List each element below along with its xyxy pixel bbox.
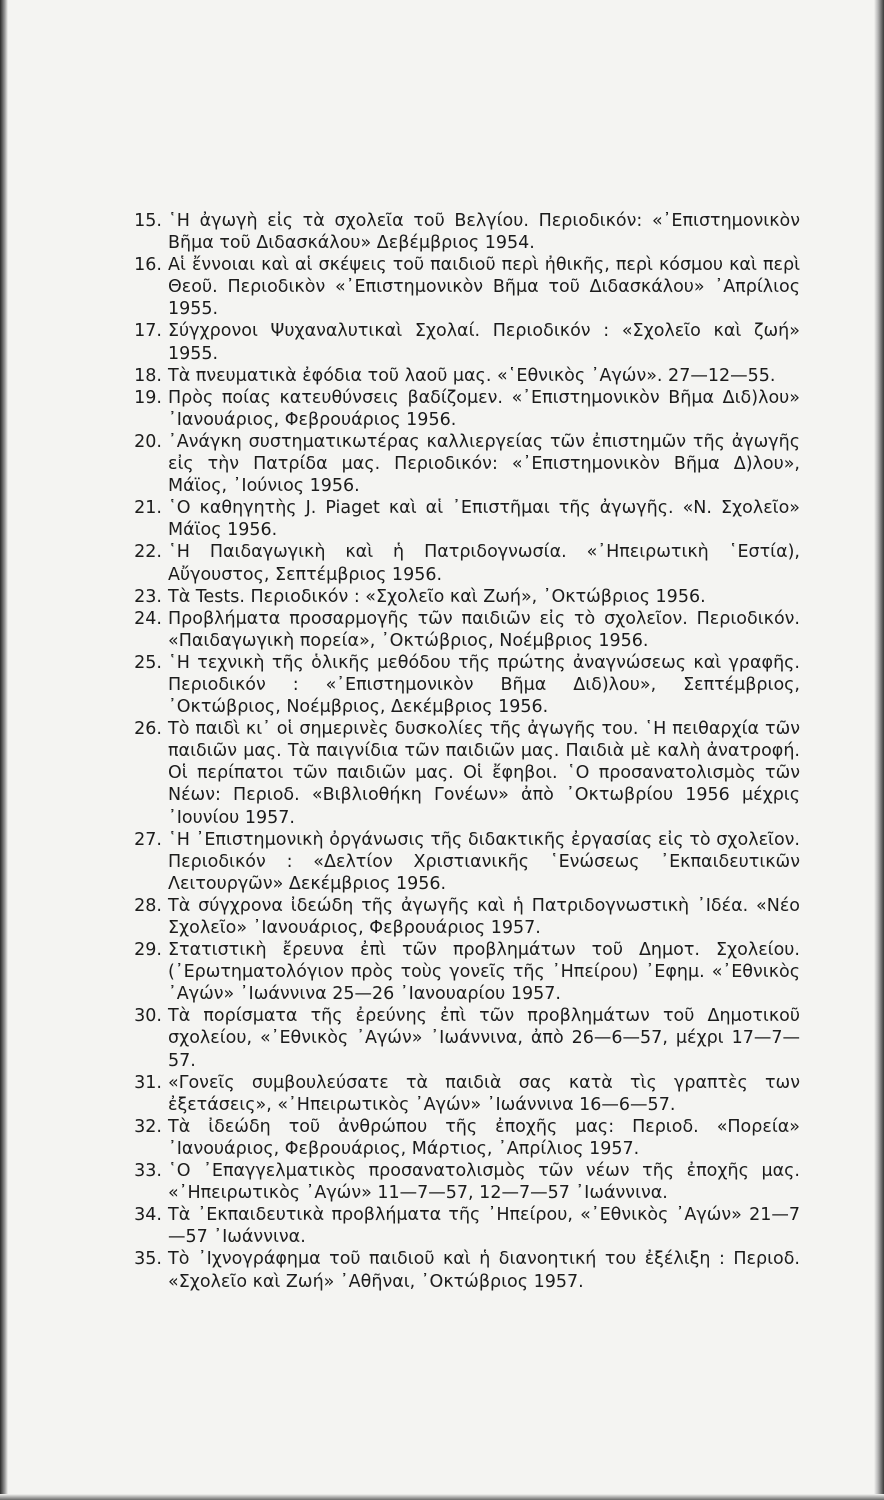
entry-text: ῾Ο ᾿Επαγγελματικὸς προσανατολισμὸς τῶν νέων τῆς ἐποχῆς μας. «᾿Ηπειρωτικὸς ᾿Αγών» 11—7—57, 12—7—57 ᾿Ιωάννινα. (168, 1161, 800, 1204)
scan-edge-bottom (0, 1494, 884, 1500)
bibliography-entry (128, 718, 800, 828)
entry-number: 18. (134, 365, 162, 386)
bibliography-entry (128, 1116, 800, 1160)
bibliography-entry (128, 1072, 800, 1116)
entry-number: 20. (134, 431, 162, 452)
entry-number: 28. (134, 895, 162, 916)
bibliography-entry (128, 365, 800, 387)
entry-number: 23. (134, 586, 162, 607)
entry-number: 32. (134, 1116, 162, 1137)
bibliography-entry (128, 1160, 800, 1204)
entry-text: ῾Η ᾿Επιστημονικὴ ὀργάνωσις τῆς διδακτικῆς ἐργασίας εἰς τὸ σχολεῖον. Περιοδικόν : «Δελτίον Χριστιανικῆς ῾Ενώσεως ᾿Εκπαιδευτικῶν Λειτουργῶν» Δεκέμβριος 1956. (168, 829, 800, 894)
bibliography-list (128, 210, 800, 1293)
entry-number: 27. (134, 829, 162, 850)
entry-text: Σύγχρονοι Ψυχαναλυτικαὶ Σχολαί. Περιοδικόν : «Σχολεῖο καὶ ζωή» 1955. (168, 321, 800, 364)
scan-edge-right (874, 0, 884, 1500)
entry-text: Στατιστικὴ ἔρευνα ἐπὶ τῶν προβλημάτων τοῦ Δημοτ. Σχολείου. (᾿Ερωτηματολόγιον πρὸς τοὺς γονεῖς τῆς ᾿Ηπείρου) ᾿Εφημ. «᾿Εθνικὸς ᾿Αγών» ᾿Ιωάννινα 25—26 ᾿Ιανουαρίου 1957. (168, 940, 800, 1005)
bibliography-entry (128, 254, 800, 320)
entry-number: 19. (134, 387, 162, 408)
entry-text: Τὰ πνευματικὰ ἐφόδια τοῦ λαοῦ μας. «῾Εθνικὸς ᾿Αγών». 27—12—55. (168, 365, 776, 386)
entry-text: Πρὸς ποίας κατευθύνσεις βαδίζομεν. «᾿Επιστημονικὸν Βῆμα Διδ)λου» ᾿Ιανουάριος, Φεβρουάριος 1956. (168, 387, 800, 430)
entry-text: ῾Η τεχνικὴ τῆς ὁλικῆς μεθόδου τῆς πρώτης ἀναγνώσεως καὶ γραφῆς. Περιοδικόν : «᾿Επιστημονικὸν Βῆμα Διδ)λου», Σεπτέμβριος, ᾿Οκτώβριος, Νοέμβριος, Δεκέμβριος 1956. (168, 652, 800, 718)
entry-number: 30. (134, 1006, 162, 1027)
bibliography-entry (128, 586, 800, 608)
bibliography-entry (128, 608, 800, 652)
entry-number: 22. (134, 542, 162, 563)
entry-text: ῾Η ἀγωγὴ εἰς τὰ σχολεῖα τοῦ Βελγίου. Περιοδικόν: «᾿Επιστημονικὸν Βῆμα τοῦ Διδασκάλου» Δεβέμβριος 1954. (168, 211, 800, 254)
entry-number: 24. (134, 608, 162, 629)
entry-number: 25. (134, 652, 162, 673)
bibliography-entry (128, 1204, 800, 1248)
entry-number: 31. (134, 1072, 162, 1093)
entry-text: Προβλήματα προσαρμογῆς τῶν παιδιῶν εἰς τὸ σχολεῖον. Περιοδικόν. «Παιδαγωγικὴ πορεία», ᾿Οκτώβριος, Νοέμβριος 1956. (168, 608, 800, 651)
entry-text: Τὰ Tests. Περιοδικόν : «Σχολεῖο καὶ Ζωή», ᾿Οκτώβριος 1956. (168, 586, 706, 607)
bibliography-entry (128, 320, 800, 364)
bibliography-entry (128, 1248, 800, 1292)
bibliography-entry (128, 829, 800, 895)
bibliography-entry (128, 895, 800, 939)
entry-text: Αἱ ἔννοιαι καὶ αἱ σκέψεις τοῦ παιδιοῦ περὶ ἠθικῆς, περὶ κόσμου καὶ περὶ Θεοῦ. Περιοδικὸν «᾿Επιστημονικὸν Βῆμα τοῦ Διδασκάλου» ᾿Απρίλιος 1955. (168, 255, 800, 320)
entry-number: 35. (134, 1249, 162, 1270)
bibliography-entry (128, 652, 800, 718)
entry-text: Τὰ ἰδεώδη τοῦ ἀνθρώπου τῆς ἐποχῆς μας: Περιοδ. «Πορεία» ᾿Ιανουάριος, Φεβρουάριος, Μάρτιος, ᾿Απρίλιος 1957. (168, 1116, 800, 1159)
entry-text: ᾿Ανάγκη συστηματικωτέρας καλλιεργείας τῶν ἐπιστημῶν τῆς ἀγωγῆς εἰς τὴν Πατρίδα μας. Περιοδικόν: «᾿Επιστημονικὸν Βῆμα Δ)λου», Μάϊος, ᾿Ιούνιος 1956. (168, 431, 800, 497)
entry-number: 16. (134, 255, 162, 276)
entry-number: 17. (134, 321, 162, 342)
entry-text: «Γονεῖς συμβουλεύσατε τὰ παιδιὰ σας κατὰ τὶς γραπτὲς των ἐξετάσεις», «᾿Ηπειρωτικὸς ᾿Αγών» ᾿Ιωάννινα 16—6—57. (168, 1072, 800, 1115)
bibliography-entry (128, 431, 800, 497)
entry-text: ῾Ο καθηγητὴς J. Piaget καὶ αἱ ᾿Επιστῆμαι τῆς ἀγωγῆς. «Ν. Σχολεῖο» Μάϊος 1956. (168, 498, 800, 541)
entry-number: 15. (134, 211, 162, 231)
entry-text: Τὰ σύγχρονα ἰδεώδη τῆς ἀγωγῆς καὶ ἡ Πατριδογνωστικὴ ᾿Ιδέα. «Νέο Σχολεῖο» ᾿Ιανουάριος, Φεβρουάριος 1957. (168, 895, 800, 938)
entry-text: ῾Η Παιδαγωγικὴ καὶ ἡ Πατριδογνωσία. «᾿Ηπειρωτικὴ ῾Εστία), Αὔγουστος, Σεπτέμβριος 1956. (168, 542, 800, 585)
entry-number: 29. (134, 940, 162, 961)
scan-edge-left (0, 0, 8, 1500)
bibliography-entry (128, 541, 800, 585)
entry-number: 33. (134, 1161, 162, 1182)
bibliography-entry (128, 387, 800, 431)
entry-number: 21. (134, 498, 162, 519)
entry-number: 34. (134, 1205, 162, 1226)
entry-text: Τὸ παιδὶ κι᾿ οἱ σημερινὲς δυσκολίες τῆς ἀγωγῆς του. ῾Η πειθαρχία τῶν παιδιῶν μας. Τὰ παιγνίδια τῶν παιδιῶν μας. Παιδιὰ μὲ καλὴ ἀνατροφή. Οἱ περίπατοι τῶν παιδιῶν μας. Οἱ ἔφηβοι. ῾Ο προσανατολισμὸς τῶν Νέων: Περιοδ. «Βιβλιοθήκη Γονέων» ἀπὸ ᾿Οκτωβρίου 1956 μέχρις ᾿Ιουνίου 1957. (168, 719, 800, 828)
bibliography-entry (128, 210, 800, 254)
entry-number: 26. (134, 719, 162, 740)
entry-text: Τὰ ᾿Εκπαιδευτικὰ προβλήματα τῆς ᾿Ηπείρου, «᾿Εθνικὸς ᾿Αγών» 21—7—57 ᾿Ιωάννινα. (168, 1205, 800, 1248)
entry-text: Τὸ ᾿Ιχνογράφημα τοῦ παιδιοῦ καὶ ἡ διανοητική του ἐξέλιξη : Περιοδ. «Σχολεῖο καὶ Ζωή» ᾿Αθῆναι, ᾿Οκτώβριος 1957. (168, 1249, 800, 1292)
bibliography-entry (128, 1005, 800, 1071)
entry-text: Τὰ πορίσματα τῆς ἐρεύνης ἐπὶ τῶν προβλημάτων τοῦ Δημοτικοῦ σχολείου, «᾿Εθνικὸς ᾿Αγών» ᾿Ιωάννινα, ἀπὸ 26—6—57, μέχρι 17—7—57. (168, 1006, 800, 1071)
bibliography-entry (128, 939, 800, 1005)
bibliography-entry (128, 497, 800, 541)
